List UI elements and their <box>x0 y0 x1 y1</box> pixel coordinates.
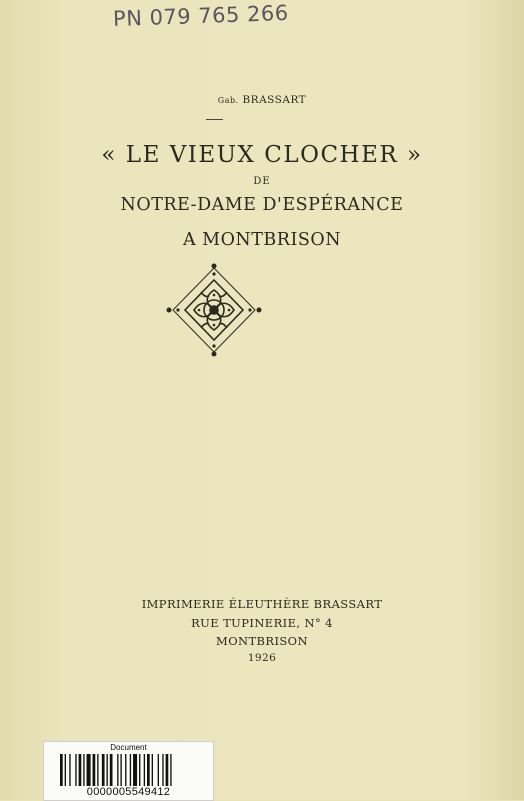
title-line-3: A MONTBRISON <box>182 230 342 250</box>
imprint-year: 1926 <box>247 652 277 664</box>
barcode-caption: Document <box>110 743 147 752</box>
book-title: « LE VIEUX CLOCHER » <box>101 142 423 168</box>
title-line-2: NOTRE-DAME D'ESPÉRANCE <box>120 195 404 215</box>
barcode-icon <box>60 754 198 786</box>
imprint-street: RUE TUPINERIE, N° 4 <box>191 616 333 630</box>
author-name: BRASSART <box>242 94 307 106</box>
fleuron-ornament <box>165 262 263 358</box>
imprint-printer: IMPRIMERIE ÉLEUTHÈRE BRASSART <box>141 597 383 611</box>
barcode-label <box>43 741 214 801</box>
author-line <box>0 94 524 106</box>
title-de: DE <box>253 176 271 187</box>
barcode-number: 0000005549412 <box>86 786 171 798</box>
handwritten-shelfmark: PN 079 765 266 <box>112 0 290 32</box>
imprint-city: MONTBRISON <box>216 634 308 648</box>
author-rule <box>206 119 223 120</box>
author-prefix: Gab. <box>217 96 239 105</box>
